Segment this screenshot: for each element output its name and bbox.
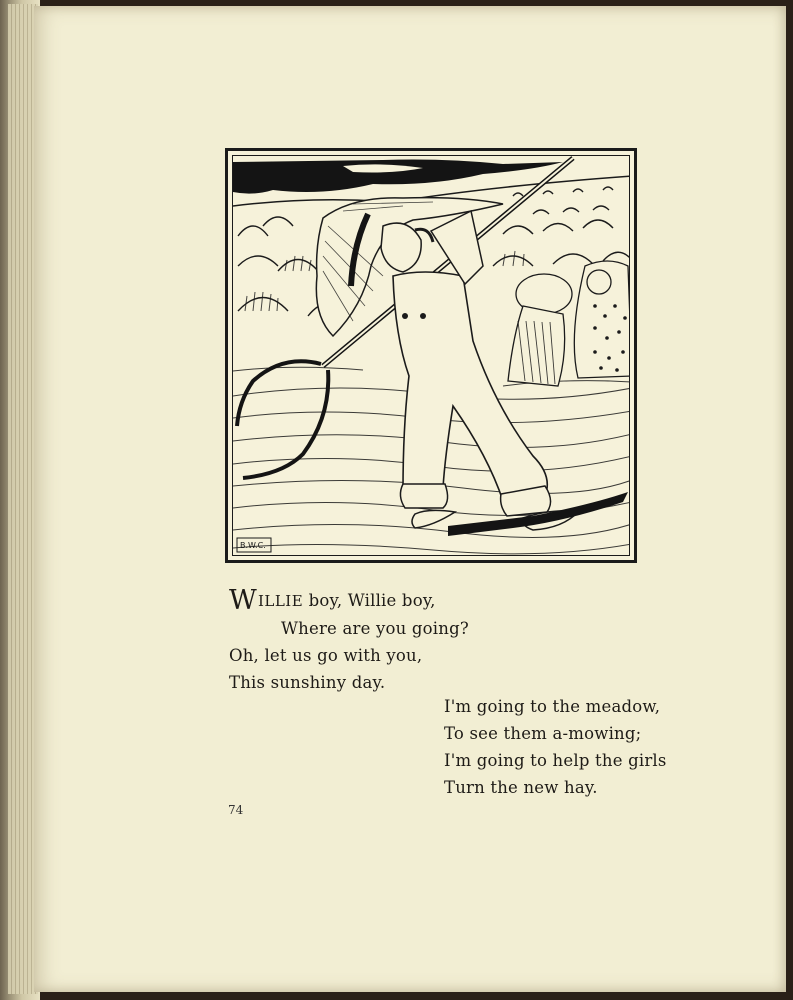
verse-one-line-4: This sunshiny day. [229,673,386,692]
verse-two-line-3: I'm going to help the girls [444,751,667,770]
verse-one-line-3: Oh, let us go with you, [229,646,423,665]
illustration-plate [225,148,637,563]
verse-two-line-4: Turn the new hay. [444,778,598,797]
verse-one-line-1-caps: ILLIE [257,592,304,610]
verse-one-line-1 [229,587,469,615]
verse-two-line-2: To see them a-mowing; [444,724,642,743]
page-number: 74 [228,803,244,817]
verse-one-line-2: Where are you going? [281,619,469,638]
book-page [34,6,786,992]
illustrator-signature: B.W.C. [240,541,266,550]
dropcap-letter: W [229,585,257,616]
verse-one-line-1-rest: boy, Willie boy, [303,591,436,610]
haymaking-illustration [233,156,630,556]
verse-two-line-1: I'm going to the meadow, [444,697,661,716]
illustration-frame [232,155,630,556]
verse-two [444,693,667,801]
verse-one [229,587,469,696]
